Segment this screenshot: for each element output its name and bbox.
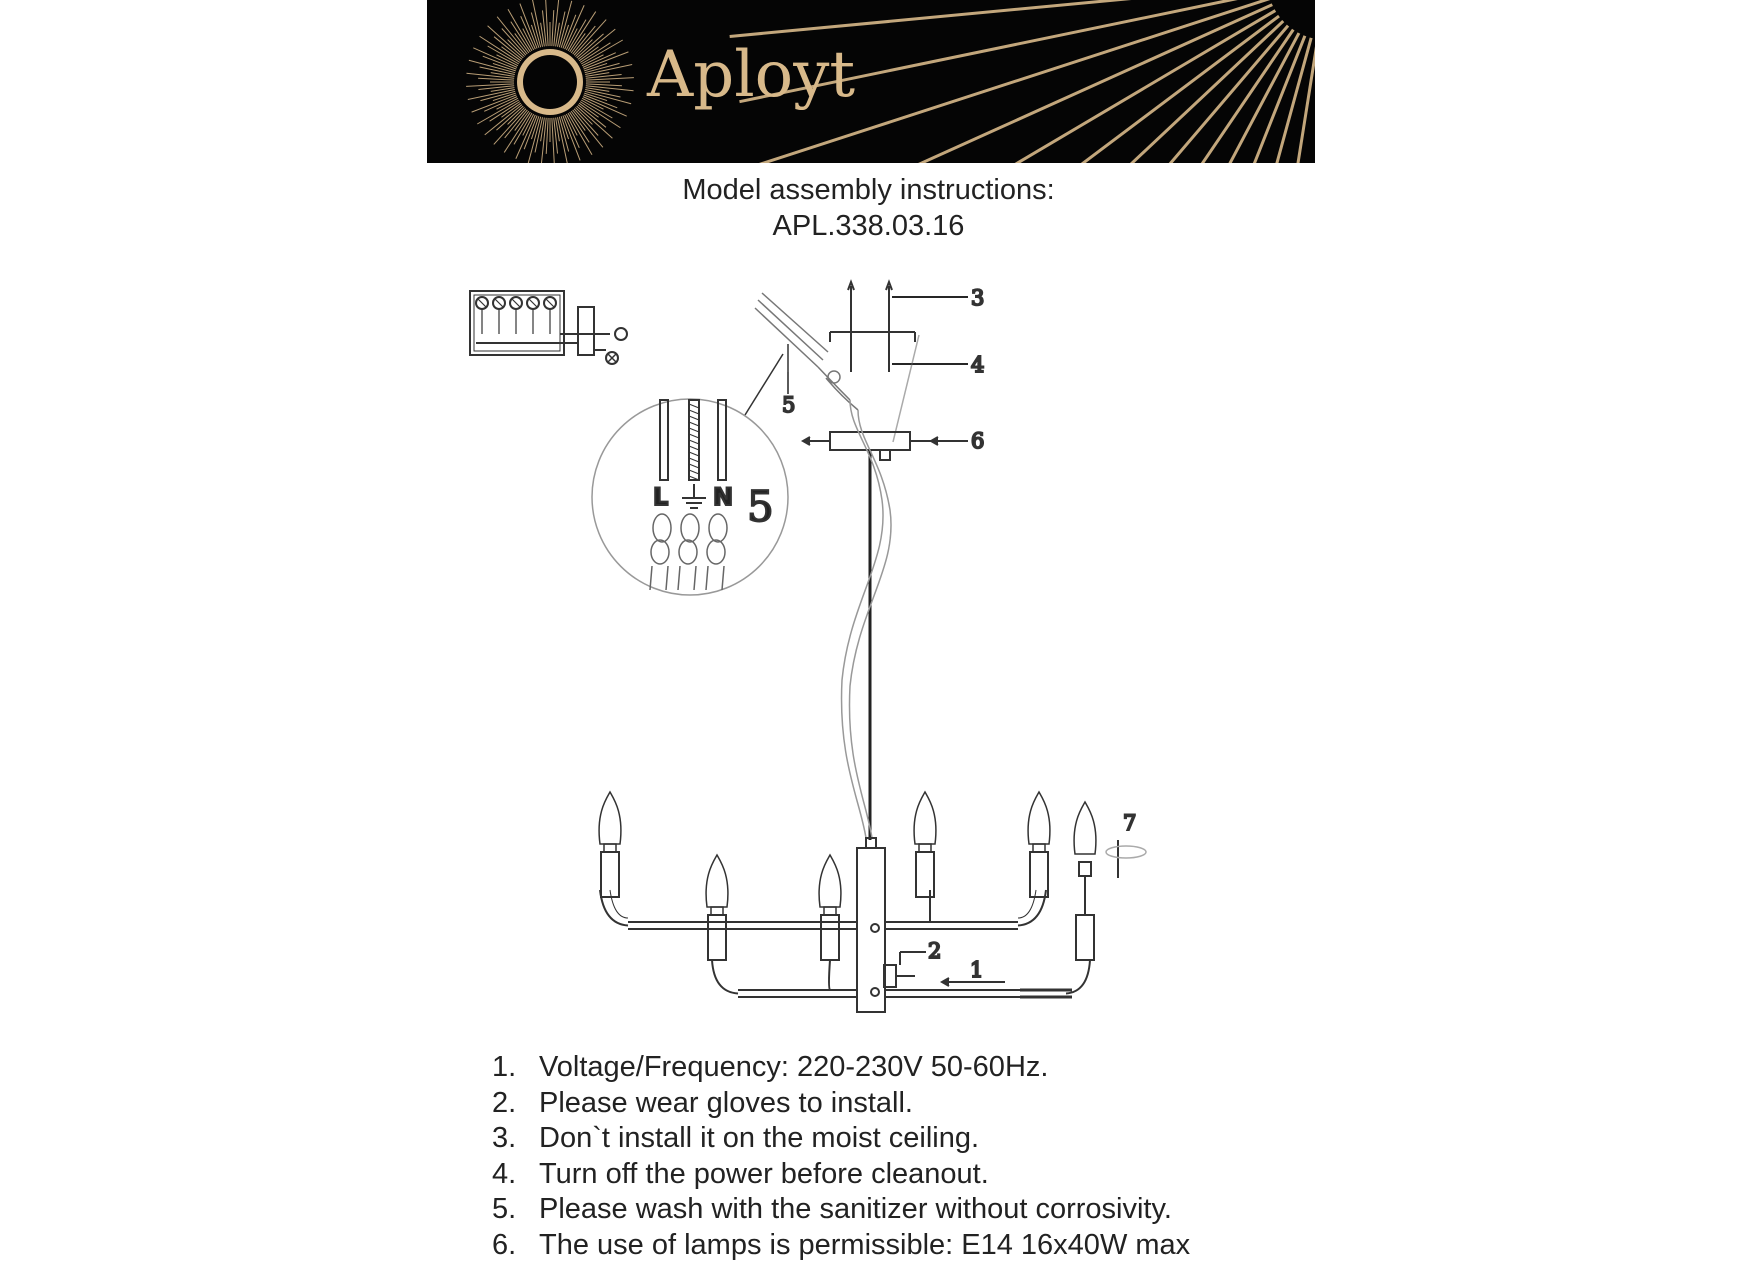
list-item: [492, 1228, 1190, 1264]
callout-5-detail: 5: [747, 482, 774, 531]
callout-3: 3: [971, 286, 985, 310]
terminal-block-icon: [470, 291, 627, 364]
item-number: 3.: [492, 1122, 517, 1154]
list-item: [492, 1086, 1190, 1122]
callout-leaders: [788, 297, 968, 394]
item-number: 1.: [492, 1051, 517, 1083]
callout-7: 7: [1123, 811, 1137, 835]
item-number: 5.: [492, 1193, 517, 1225]
item-text: Don`t install it on the moist ceiling.: [539, 1122, 980, 1154]
item-number: 4.: [492, 1157, 517, 1190]
callout-5: 5: [782, 393, 796, 417]
wire-connector: [745, 293, 858, 415]
brand-name: Aployt: [647, 38, 856, 112]
item-text: Please wash with the sanitizer without corrosivity.: [539, 1193, 1172, 1225]
wire-label-neutral: N: [713, 483, 734, 511]
bulb-icon: [599, 792, 1096, 915]
upper-arms: [600, 890, 1046, 929]
canopy: [803, 432, 968, 460]
chandelier-body: [857, 838, 885, 1012]
callout-2: 2: [928, 939, 942, 963]
ceiling-bracket: [830, 282, 968, 442]
item-number: 6.: [492, 1228, 517, 1261]
bulb-install-detail: [1079, 840, 1146, 915]
document-title: Model assembly instructions:: [682, 174, 1055, 206]
item-number: 2.: [492, 1086, 517, 1119]
list-item: [492, 1050, 1190, 1086]
item-text: The use of lamps is permissible: E14 16x40W max: [539, 1228, 1191, 1261]
callout-4: 4: [971, 353, 985, 377]
set-screw: [884, 952, 1005, 987]
item-text: Voltage/Frequency: 220-230V 50-60Hz.: [539, 1051, 1049, 1083]
callout-1: 1: [970, 958, 984, 982]
callout-6: 6: [971, 429, 985, 453]
item-text: Turn off the power before cleanout.: [539, 1157, 989, 1190]
model-number: APL.338.03.16: [772, 210, 965, 242]
list-item: [492, 1121, 1190, 1157]
wire-label-live: L: [653, 483, 669, 511]
instructions-list: [492, 1050, 1190, 1263]
list-item: [492, 1157, 1190, 1193]
lower-arms: [712, 960, 1090, 997]
list-item: [492, 1192, 1190, 1228]
candle-holders: [601, 852, 1094, 960]
item-text: Please wear gloves to install.: [539, 1086, 913, 1119]
ground-icon: [682, 484, 706, 508]
